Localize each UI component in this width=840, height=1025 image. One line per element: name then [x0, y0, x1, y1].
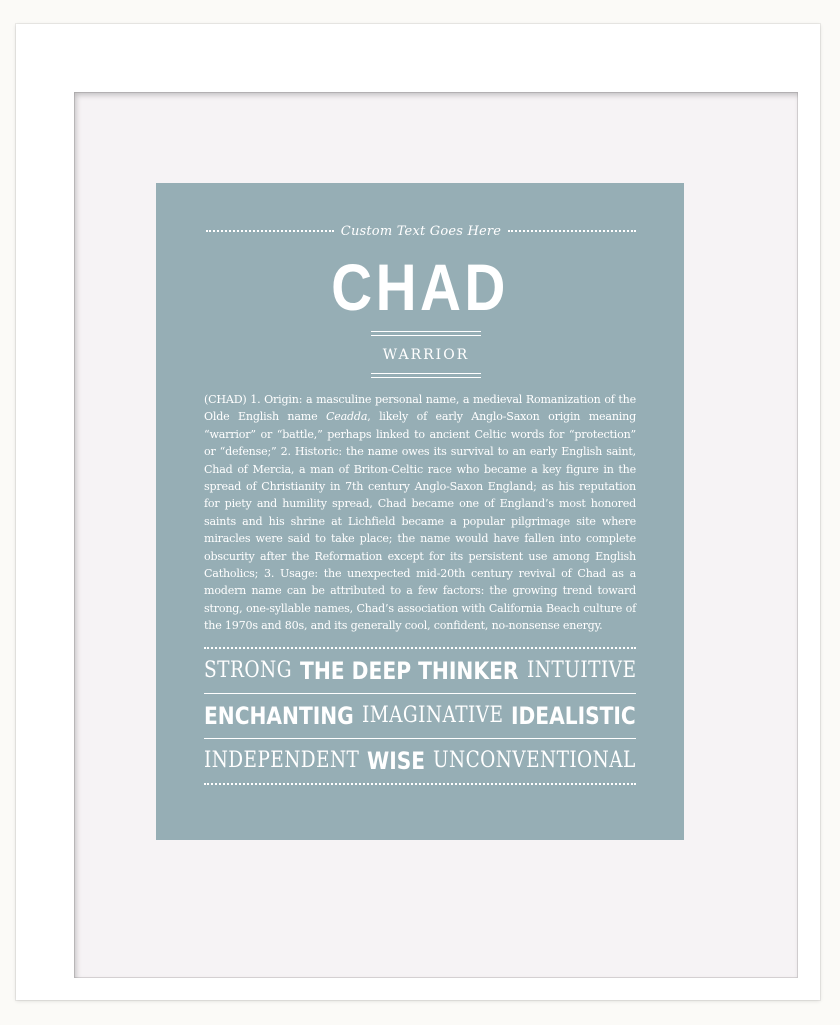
trait-row-1: [204, 649, 636, 693]
trait-word: INTUITIVE: [526, 658, 637, 683]
trait-word: IMAGINATIVE: [361, 703, 504, 728]
dotted-rule-left: [206, 230, 334, 232]
description-emphasis: Ceadda: [325, 410, 368, 424]
dotted-rule-right: [508, 230, 636, 232]
meaning-rule-bottom: [371, 373, 481, 378]
trait-row-3: [204, 739, 636, 783]
name-poster: [156, 183, 684, 840]
trait-word: IDEALISTIC: [511, 702, 637, 730]
trait-row-2: [204, 694, 636, 738]
trait-word: ENCHANTING: [204, 702, 354, 730]
name-description: [204, 391, 636, 635]
custom-text-row: [206, 219, 636, 243]
trait-word: THE DEEP THINKER: [299, 657, 519, 685]
description-part-2: , likely of early Anglo-Saxon origin meaning “warrior” or “battle,” perhaps linked to ancient Celtic words for “protection” or “defense;” 2. Historic: the name owes its survival to an early English saint, Chad of Mercia, a man of Briton-Celtic race who became a key figure in the spread of Christianity in 7th century Anglo-Saxon England; as his reputation for piety and humility spread, Chad became one of England’s most honored saints and his shrine at Lichfield became a popular pilgrimage site where miracles were said to take place; the name would have fallen into complete obscurity after the Reformation except for its persistent use among English Catholics; 3. Usage: the unexpected mid-20th century revival of Chad as a modern name can be attributed to a few factors: the growing trend toward strong, one-syllable names, Chad’s association with California Beach culture of the 1970s and 80s, and its generally cool, confident, no-nonsense energy.: [204, 410, 636, 633]
name-meaning: WARRIOR: [382, 347, 470, 363]
trait-word: WISE: [367, 747, 426, 775]
description-part-1: (CHAD) 1. Origin: a masculine personal name, a medieval Romanization of the Olde English name: [204, 393, 636, 424]
meaning-block: [371, 331, 481, 378]
trait-word: UNCONVENTIONAL: [433, 748, 637, 773]
poster-name: CHAD: [331, 250, 509, 324]
traits-dotted-rule-bottom: [204, 783, 636, 785]
meaning-rule-top: [371, 331, 481, 336]
trait-word: STRONG: [204, 658, 292, 683]
custom-text: Custom Text Goes Here: [340, 223, 502, 239]
trait-word: INDEPENDENT: [204, 748, 360, 773]
traits-section: [204, 647, 636, 785]
